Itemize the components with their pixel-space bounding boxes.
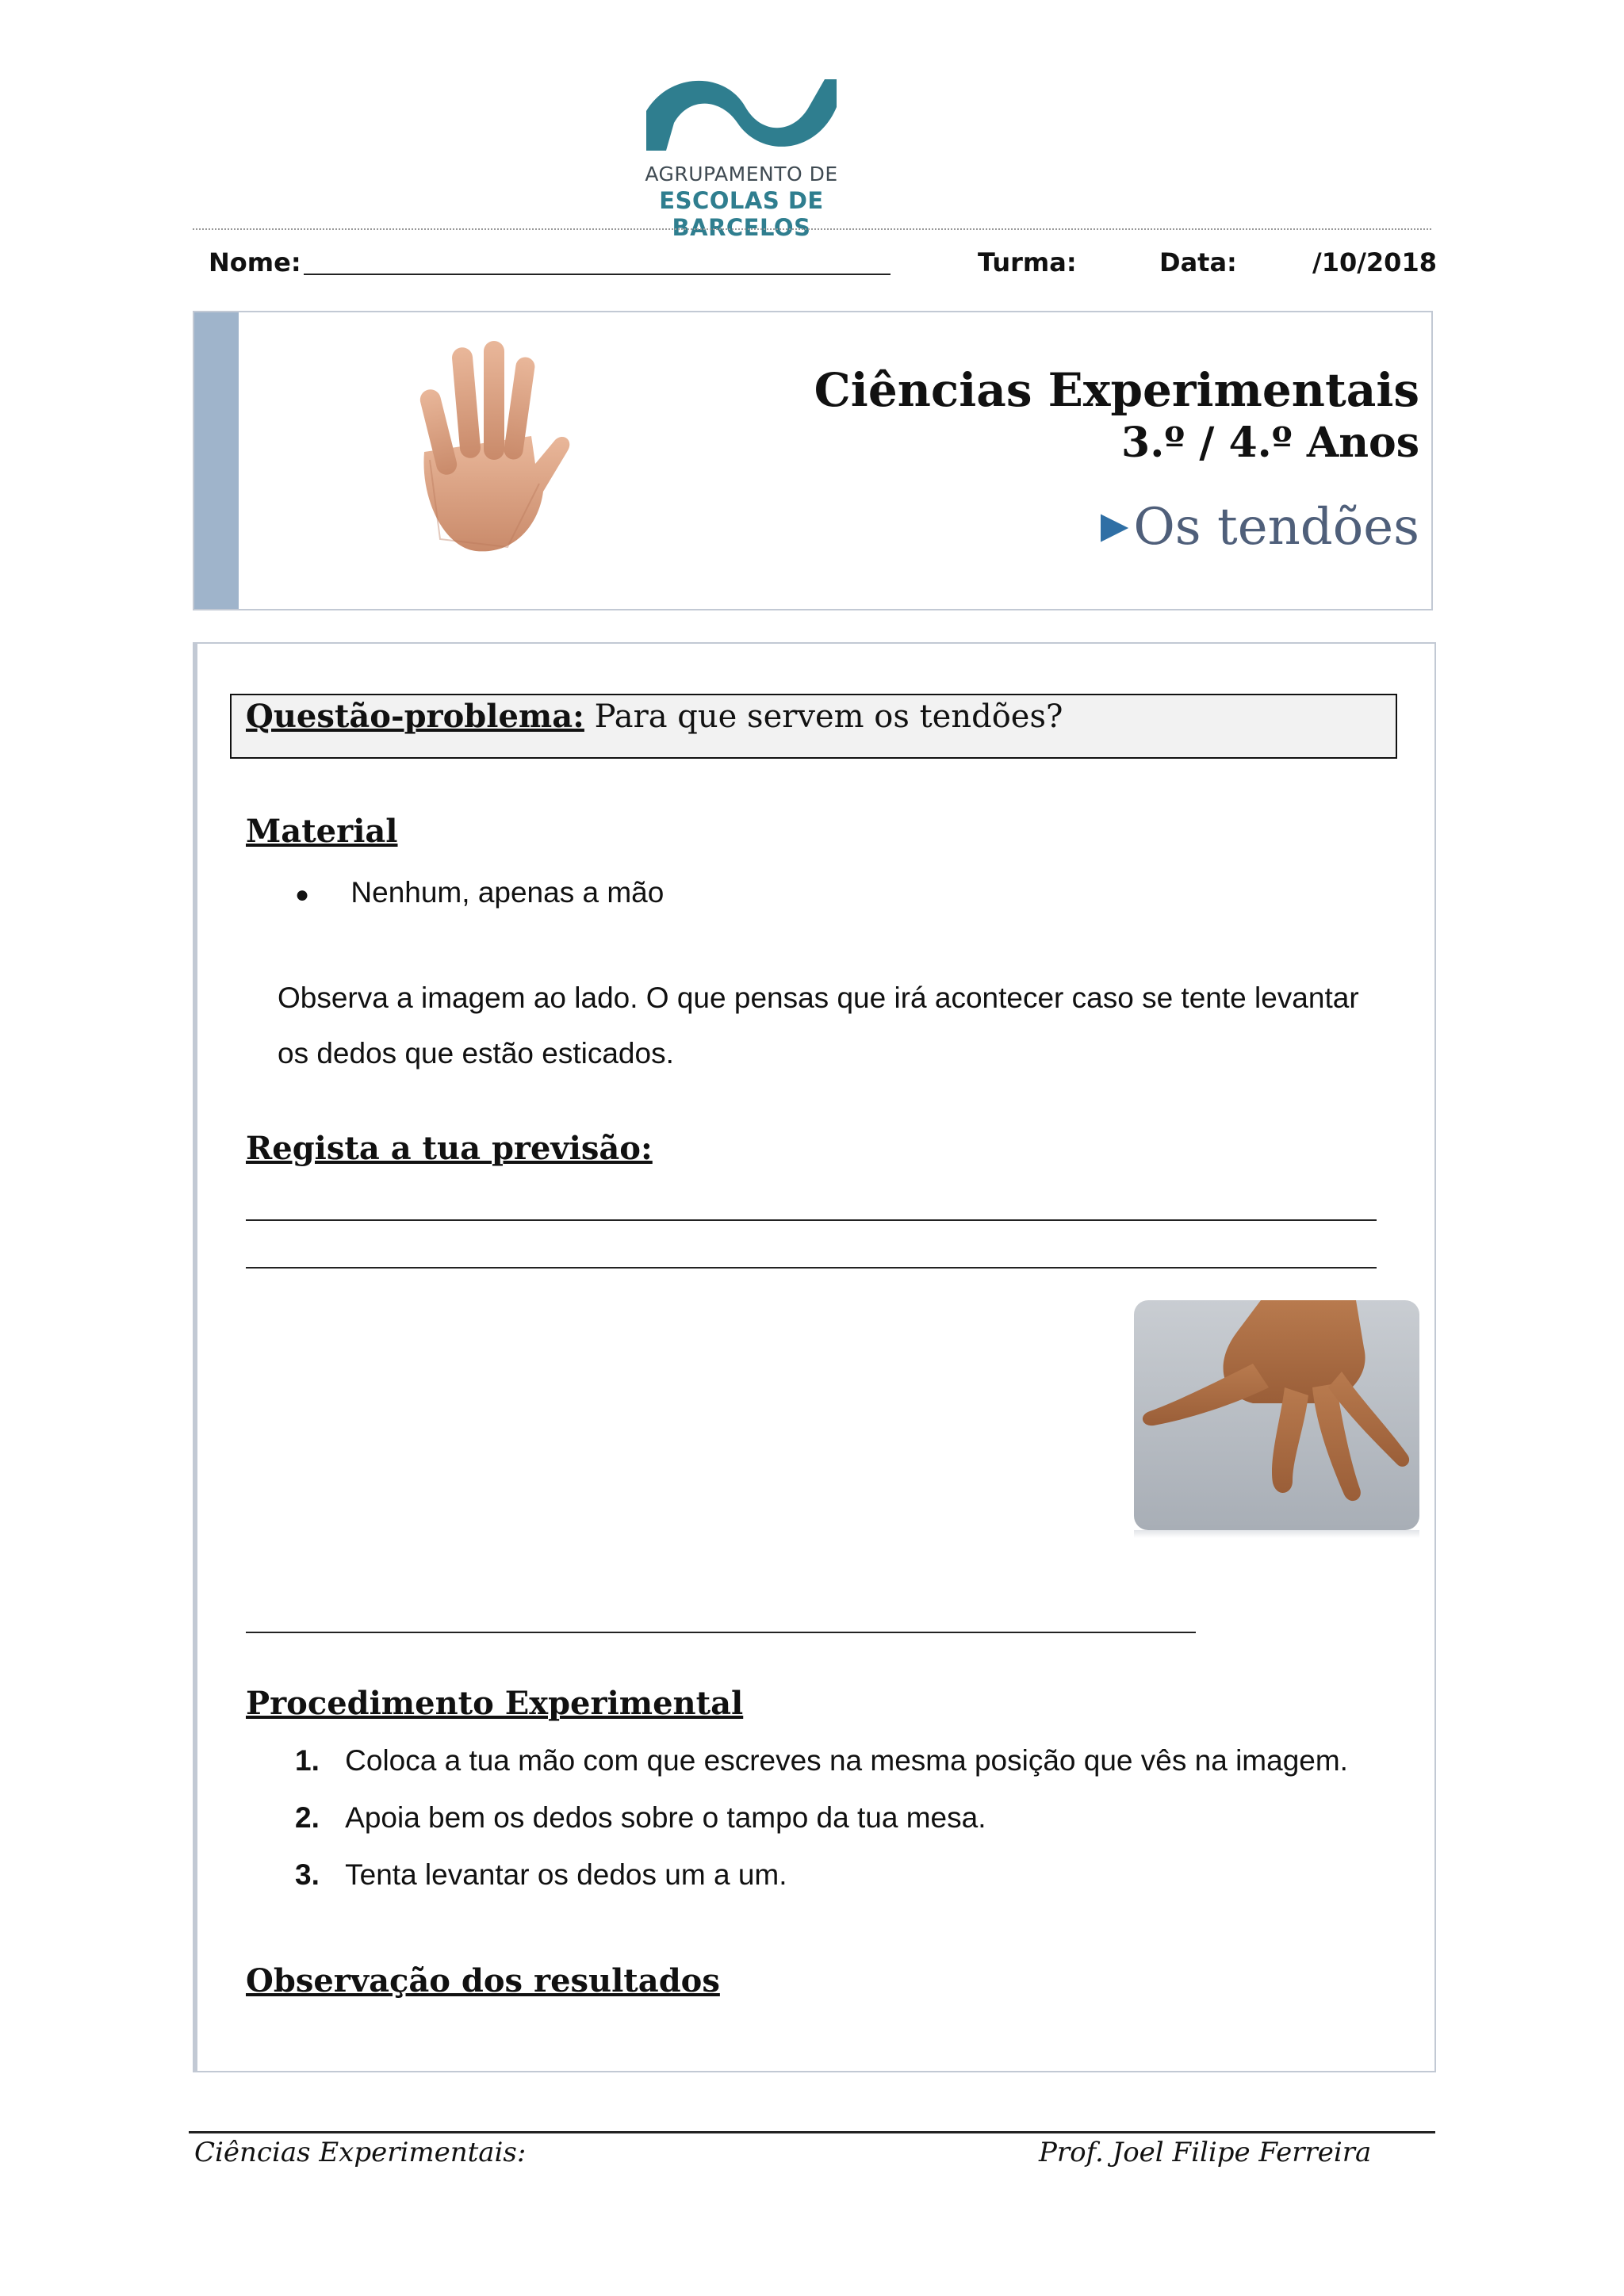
observe-text-line-1: Observa a imagem ao lado. O que pensas que irá acontecer caso se tente levantar (278, 982, 1359, 1014)
material-list-item (295, 876, 664, 909)
logo-line-2: ESCOLAS DE BARCELOS (659, 187, 824, 241)
prediction-answer-line-1[interactable] (246, 1219, 1377, 1221)
page-title: Ciências Experimentais (814, 363, 1419, 417)
material-heading: Material (246, 813, 398, 850)
step-text: Apoia bem os dedos sobre o tampo da tua mesa. (345, 1801, 986, 1834)
wave-logo-icon (642, 75, 841, 155)
triangle-right-icon: ▶ (1100, 503, 1129, 546)
header-separator (193, 228, 1431, 230)
logo-line-1: AGRUPAMENTO DE (645, 163, 838, 186)
procedure-step (295, 1744, 1348, 1777)
procedure-heading: Procedimento Experimental (246, 1685, 744, 1722)
observe-text-line-2: os dedos que estão esticados. (278, 1037, 674, 1070)
results-heading: Observação dos resultados (246, 1962, 720, 1999)
footer-right: Prof. Joel Filipe Ferreira (1039, 2137, 1372, 2168)
step-number: 2. (295, 1801, 320, 1834)
question-label: Questão-problema: (246, 698, 584, 735)
prediction-answer-line-3[interactable] (246, 1632, 1196, 1633)
school-logo (599, 75, 884, 241)
step-number: 3. (295, 1858, 320, 1891)
topic-title (1101, 498, 1419, 557)
step-text: Coloca a tua mão com que escreves na mesma posição que vês na imagem. (345, 1744, 1348, 1777)
question (246, 698, 1063, 735)
date-value: /10/2018 (1312, 247, 1437, 277)
bullet-icon: ● (295, 882, 310, 908)
question-text: Para que servem os tendões? (594, 698, 1063, 735)
footer-left: Ciências Experimentais: (194, 2137, 527, 2168)
topic-text: Os tendões (1133, 498, 1419, 557)
hand-on-table-image (1134, 1300, 1419, 1538)
grade-subtitle: 3.º / 4.º Anos (1121, 419, 1419, 467)
name-label: Nome: (209, 247, 301, 277)
step-text: Tenta levantar os dedos um a um. (345, 1858, 787, 1891)
material-item-text: Nenhum, apenas a mão (350, 876, 665, 909)
step-number: 1. (295, 1744, 320, 1777)
procedure-step (295, 1858, 787, 1892)
footer-rule (189, 2131, 1435, 2133)
title-accent-bar (194, 312, 239, 609)
procedure-step (295, 1801, 986, 1835)
prediction-answer-line-2[interactable] (246, 1267, 1377, 1269)
date-label: Data: (1159, 247, 1237, 277)
open-hand-image (381, 333, 587, 563)
prediction-heading: Regista a tua previsão: (246, 1130, 653, 1167)
class-label: Turma: (978, 247, 1077, 277)
name-input-line[interactable] (304, 274, 891, 275)
